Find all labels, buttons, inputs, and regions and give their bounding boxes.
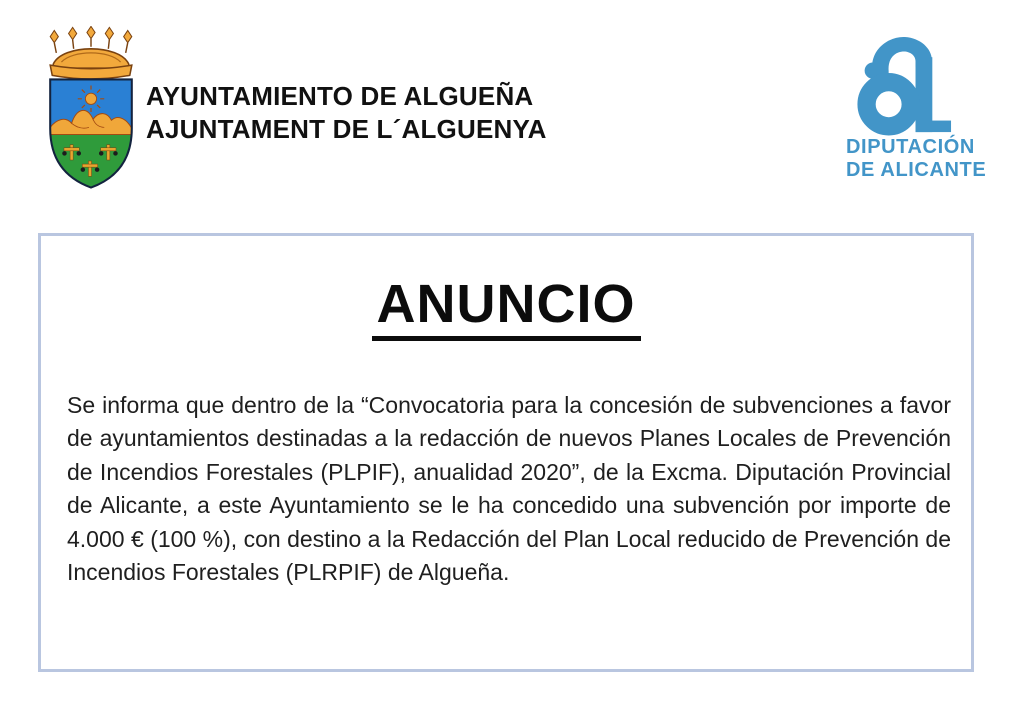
announcement-title-text: ANUNCIO (372, 276, 641, 341)
diputacion-name-line2: DE ALICANTE (846, 159, 987, 181)
municipality-name (146, 80, 547, 146)
municipality-name-valencian: AJUNTAMENT DE L´ALGUENYA (146, 114, 547, 144)
diputacion-name (846, 136, 986, 182)
diputacion-name-line1: DIPUTACIÓN (846, 136, 975, 158)
municipality-name-spanish: AYUNTAMIENTO DE ALGUEÑA (146, 81, 534, 111)
diputacion-alicante-logo-icon (856, 28, 952, 144)
alguena-coat-of-arms-icon (40, 26, 142, 192)
announcement-title (41, 276, 971, 341)
announcement-box (38, 233, 974, 672)
announcement-body: Se informa que dentro de la “Convocatoria para la concesión de subvenciones a favor de ayuntamientos destinadas a la redacción de nuevos Planes Locales de Prevención de Incendios Forestales (PLPIF), anualidad 2020”, de la Excma. Diputación Provincial de Alicante, a este Ayuntamiento se le ha concedido una subvención por importe de 4.000 € (100 %), con destino a la Redacción del Plan Local reducido de Prevención de Incendios Forestales (PLRPIF) de Algueña. (67, 391, 951, 586)
